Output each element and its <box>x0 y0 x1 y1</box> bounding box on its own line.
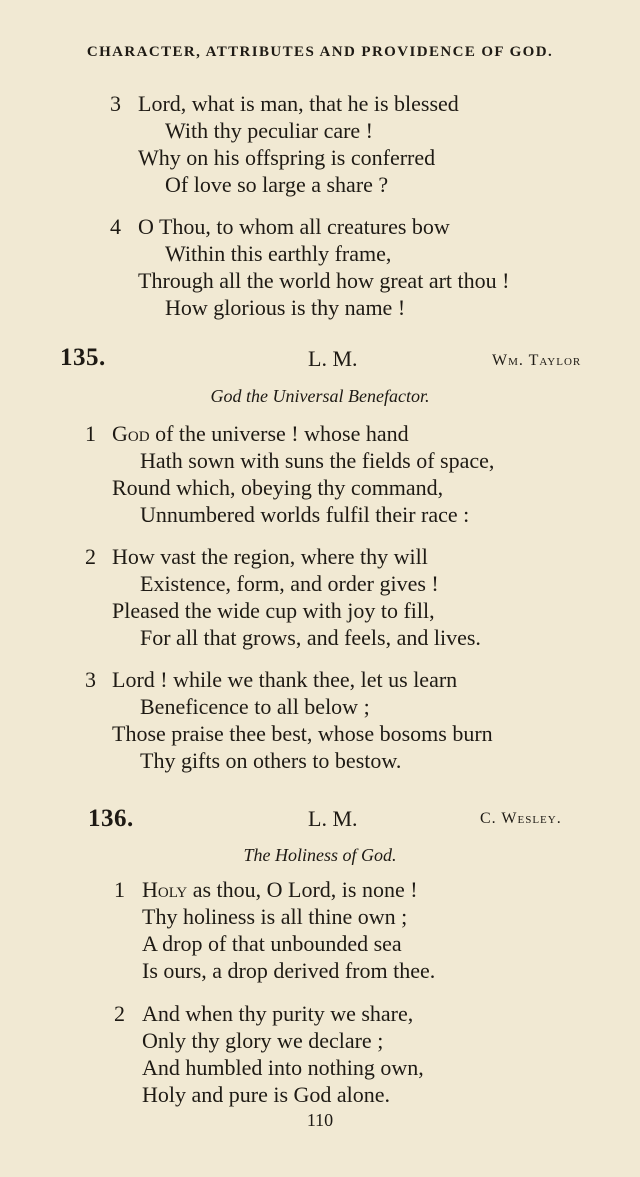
verse-line: Holy and pure is God alone. <box>142 1082 391 1107</box>
verse-line <box>142 877 418 903</box>
verse-line: Within this earthly frame, <box>165 241 392 266</box>
running-head: CHARACTER, ATTRIBUTES AND PROVIDENCE OF GOD. <box>86 44 554 60</box>
verse-line: A drop of that unbounded sea <box>142 931 402 956</box>
stanza-number: 1 <box>85 421 96 446</box>
verse-line-rest: of the universe ! whose hand <box>149 421 409 446</box>
verse-line: Lord ! while we thank thee, let us learn <box>112 667 458 692</box>
verse-line: Hath sown with suns the fields of space, <box>140 448 495 473</box>
verse-line: O Thou, to whom all creatures bow <box>138 214 450 239</box>
verse-line: Existence, form, and order gives ! <box>140 571 439 596</box>
stanza-number: 4 <box>110 214 121 239</box>
stanza-number: 2 <box>114 1001 125 1026</box>
hymn-meter: L. M. <box>308 806 358 831</box>
initial-word: Holy <box>142 877 188 902</box>
verse-line: Round which, obeying thy command, <box>112 475 444 500</box>
verse-line: Pleased the wide cup with joy to fill, <box>112 598 435 623</box>
verse-line: Thy holiness is all thine own ; <box>142 904 408 929</box>
verse-line: Of love so large a share ? <box>165 172 389 197</box>
stanza-number: 3 <box>110 91 121 116</box>
hymn-title: The Holiness of God. <box>243 845 397 865</box>
verse-line: Only thy glory we declare ; <box>142 1028 384 1053</box>
verse-line: Beneficence to all below ; <box>140 694 370 719</box>
initial-word: God <box>112 421 150 446</box>
verse-line: How glorious is thy name ! <box>165 295 406 320</box>
hymn-number: 135. <box>60 344 106 371</box>
stanza-number: 3 <box>85 667 96 692</box>
verse-line: For all that grows, and feels, and lives. <box>140 625 481 650</box>
hymn-title: God the Universal Benefactor. <box>210 386 430 406</box>
verse-line: And when thy purity we share, <box>142 1001 414 1026</box>
verse-line: And humbled into nothing own, <box>142 1055 424 1080</box>
stanza-number: 2 <box>85 544 96 569</box>
verse-line: Unnumbered worlds fulfil their race : <box>140 502 470 527</box>
hymn-number: 136. <box>88 805 134 832</box>
verse-line: Lord, what is man, that he is blessed <box>138 91 459 116</box>
stanza-number: 1 <box>114 877 125 902</box>
verse-line: Is ours, a drop derived from thee. <box>142 958 436 983</box>
page-number: 110 <box>306 1110 334 1130</box>
verse-line: Thy gifts on others to bestow. <box>140 748 402 773</box>
verse-line: Through all the world how great art thou ! <box>138 268 510 293</box>
hymn-author: Wm. Taylor <box>492 352 582 369</box>
verse-line-rest: as thou, O Lord, is none ! <box>187 877 418 902</box>
verse-line <box>112 421 409 447</box>
hymn-meter: L. M. <box>308 346 358 371</box>
verse-line: How vast the region, where thy will <box>112 544 428 569</box>
hymn-author: C. Wesley. <box>480 810 562 827</box>
verse-line: With thy peculiar care ! <box>165 118 374 143</box>
verse-line: Why on his offspring is conferred <box>138 145 436 170</box>
verse-line: Those praise thee best, whose bosoms burn <box>112 721 493 746</box>
